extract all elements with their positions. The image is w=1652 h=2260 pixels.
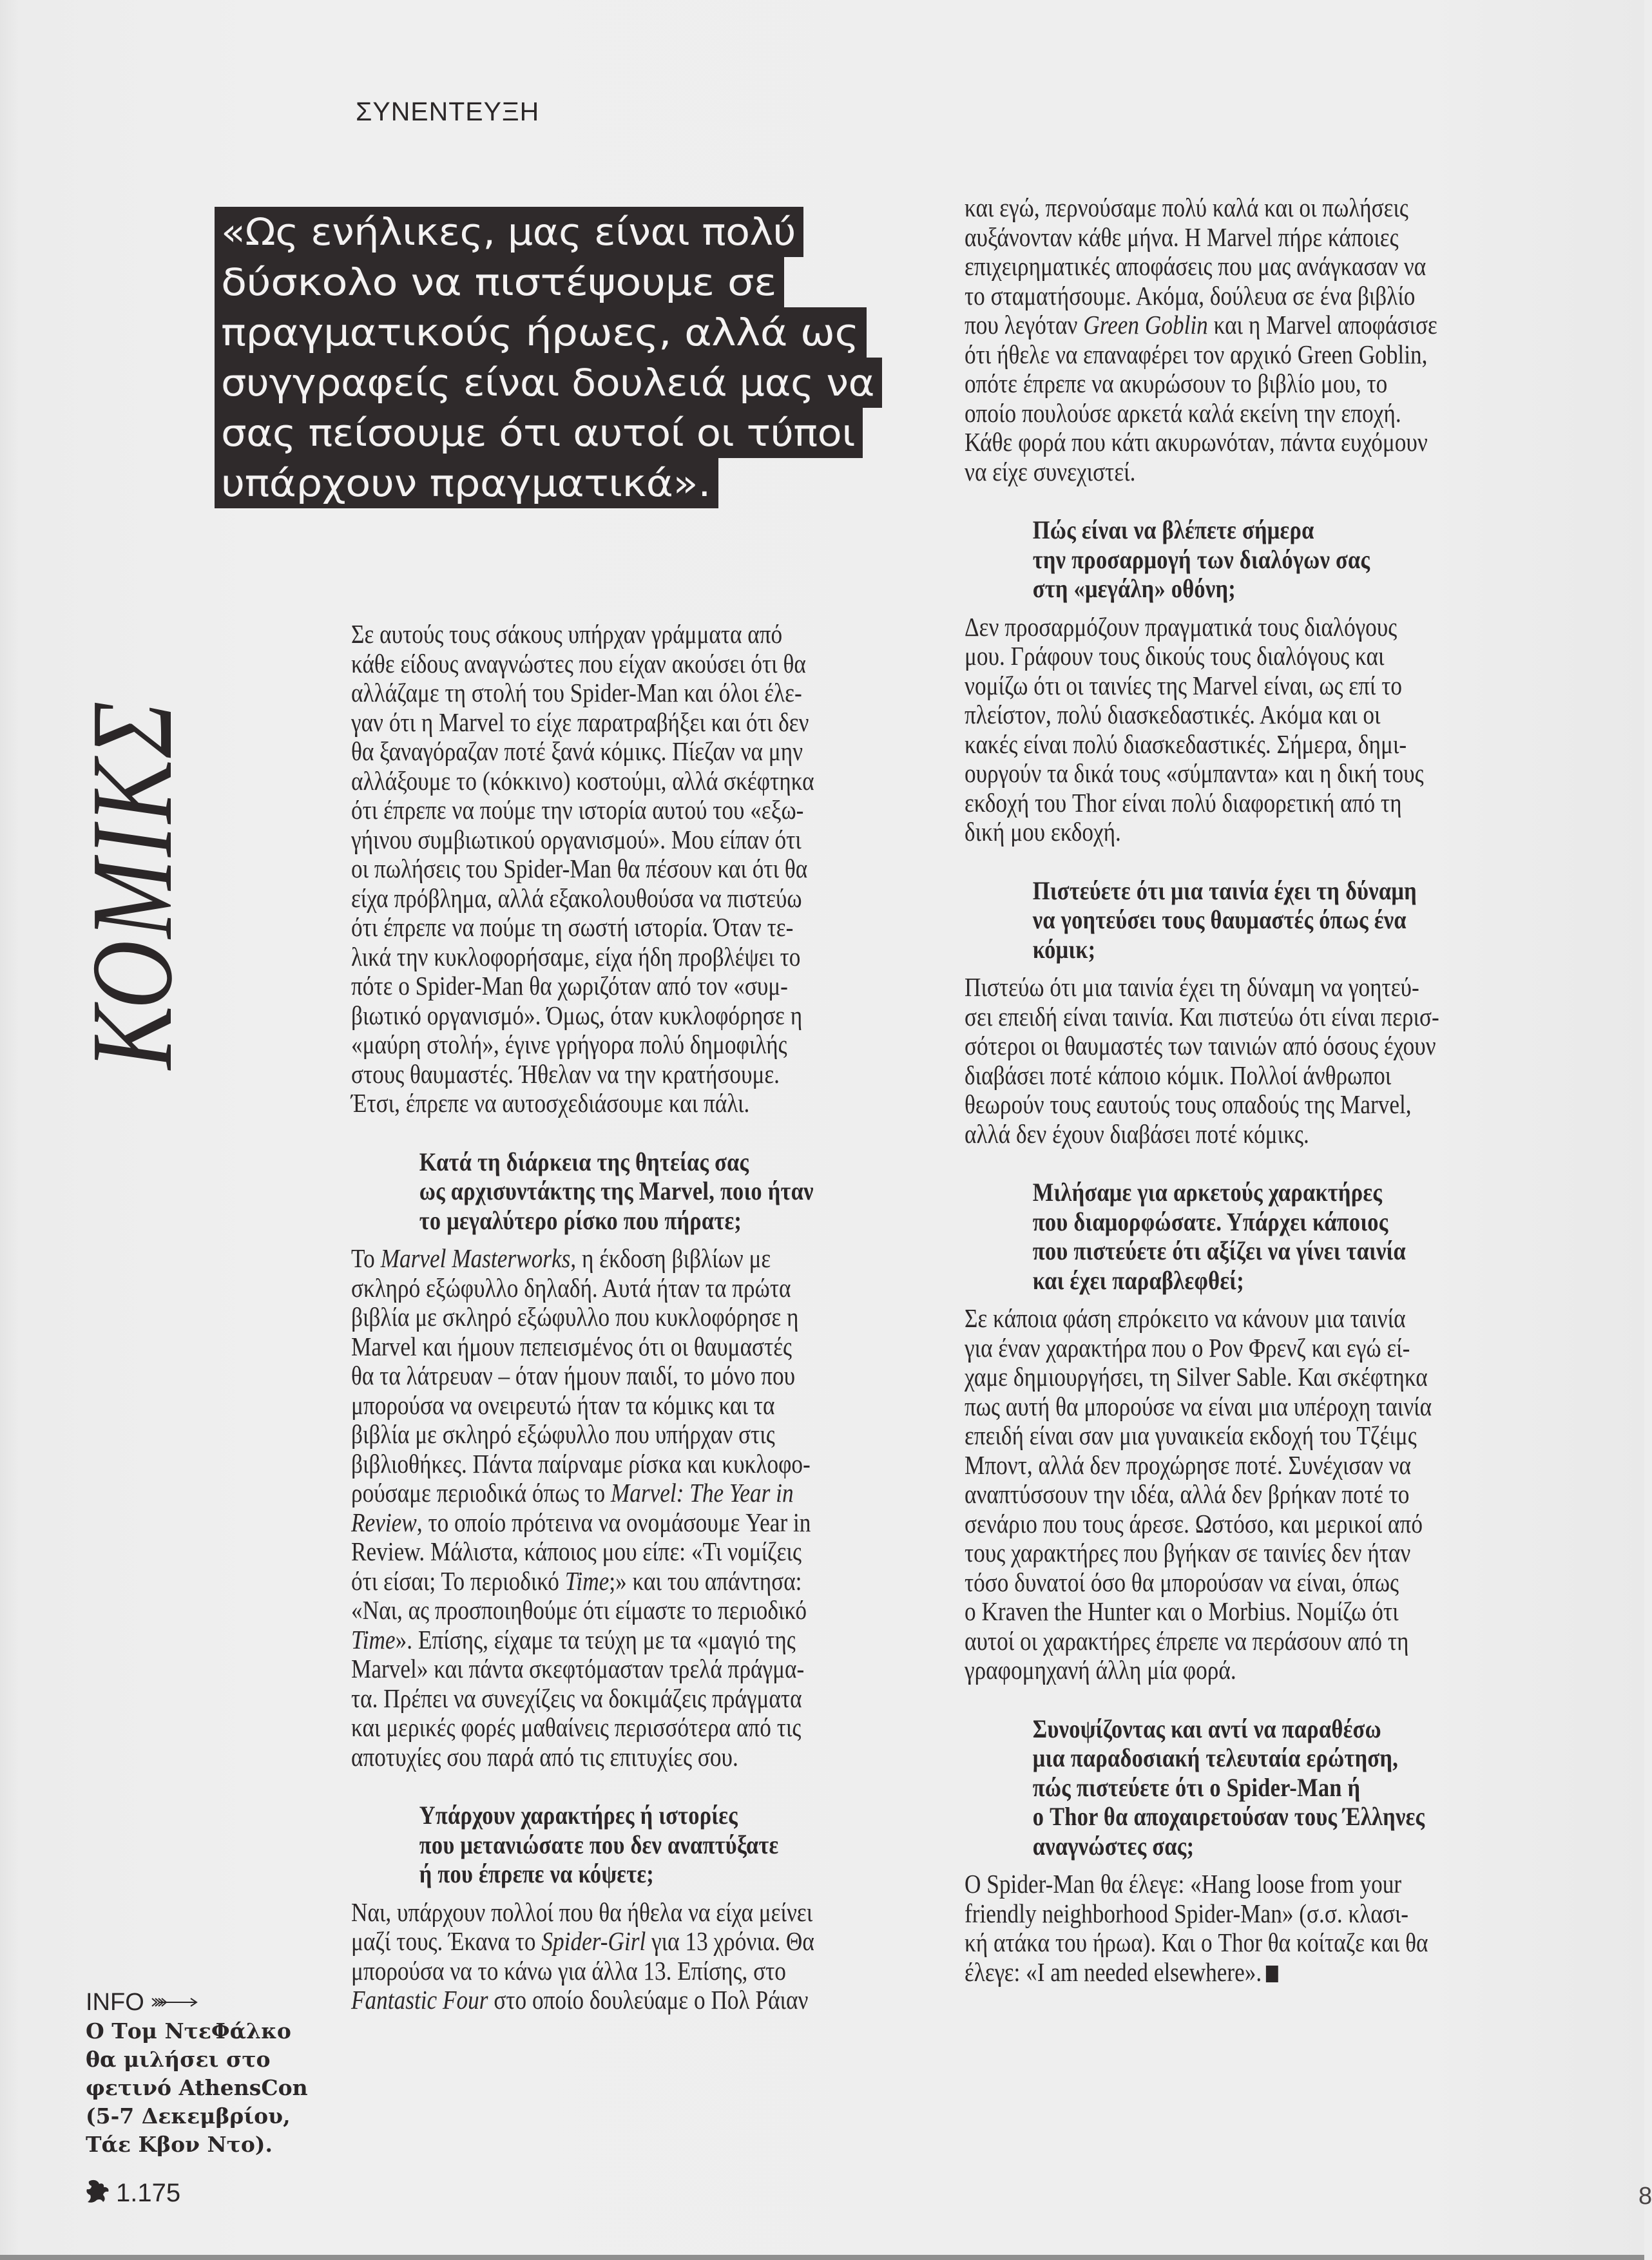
text-line: ουργούν τα δικά τους «σύμπαντα» και η δική τους [965,758,1424,788]
pull-quote-line [215,307,867,358]
text-run: μαζί τους. Έκανα το [351,1926,542,1956]
text-line: θεωρούν τους εαυτούς τους οπαδούς της Marvel, [965,1089,1412,1119]
text-run: έλεγε: «I am needed elsewhere». [965,1957,1262,1987]
text-run: για 13 χρόνια. Θα [646,1926,814,1956]
text-line: ότι ήθελε να επαναφέρει τον αρχικό Green Goblin, [965,339,1428,369]
info-box [86,1987,308,2159]
text-line [351,1508,839,1538]
interview-question [351,1147,918,1236]
adjacent-page-number: 8 [1638,2183,1652,2210]
text-line: friendly neighborhood Spider-Man» (σ.σ. κλασι- [965,1898,1409,1928]
answer-paragraph [965,613,1551,847]
text-line: αυξάνονταν κάθε μήνα. Η Marvel πήρε κάποιες [965,222,1399,252]
spacer [965,1861,1551,1870]
italic-title: Marvel Masterworks [380,1243,571,1273]
text-line: σκληρό εξώφυλλο δηλαδή. Αυτά ήταν τα πρώτα [351,1272,791,1303]
interview-question [965,515,1551,604]
spacer [965,964,1551,973]
question-line: μια παραδοσιακή τελευταία ερώτηση, [1032,1743,1399,1772]
text-line: βιβλία με σκληρό εξώφυλλο που κυκλοφόρησε η [351,1302,799,1332]
text-line [351,1479,839,1508]
question-line: την προσαρμογή των διαλόγων σας [1032,544,1370,574]
question-line: Πώς είναι να βλέπετε σήμερα [1032,515,1314,544]
text-run: ότι είσαι; Το περιοδικό [351,1566,565,1596]
text-line: κάθε είδους αναγνώστες που είχαν ακούσει ότι θα [351,648,806,678]
text-line: Σε κάποια φάση επρόκειτο να κάνουν μια ταινία [965,1303,1406,1333]
text-run: , το οποίο πρότεινα να ονομάσουμε Year in [416,1507,811,1537]
text-line: Κάθε φορά που κάτι ακυρωνόταν, πάντα ευχόμουν [965,427,1428,457]
text-line: αλλάξουμε το (κόκκινο) κοστούμι, αλλά σκέφτηκα [351,765,814,796]
text-line: οποίο πουλούσε αρκετά καλά εκείνη την εποχή. [965,397,1401,428]
spacer [965,1149,1551,1178]
text-line: ότι έπρεπε να πούμε τη σωστή ιστορία. Όταν τε- [351,912,794,942]
text-line: Δεν προσαρμόζουν πραγματικά τους διαλόγους [965,611,1397,642]
spacer [965,604,1551,613]
pull-quote-text: «Ως ενήλικες, μας είναι πολύ [221,210,796,254]
question-line: αναγνώστες σας; [1032,1831,1195,1861]
text-line: δική μου εκδοχή. [965,817,1121,847]
text-line: Μποντ, αλλά δεν προχώρησε ποτέ. Συνέχισαν να [965,1450,1411,1480]
text-line [965,1958,1469,1987]
text-line: σότεροι οι θαυμαστές των ταινιών από όσους έχουν [965,1031,1436,1060]
pull-quote-text: συγγραφείς είναι δουλειά μας να [221,361,874,405]
text-line: Σε αυτούς τους σάκους υπήρχαν γράμματα από [351,619,783,649]
spacer [351,1889,918,1898]
text-line: μπορούσα να ονειρευτώ ήταν τα κόμικς και τα [351,1390,775,1420]
text-line: Ναι, υπάρχουν πολλοί που θα ήθελα να είχα μείνει [351,1897,813,1927]
question-line: Υπάρχουν χαρακτήρες ή ιστορίες [419,1801,738,1830]
answer-paragraph [965,193,1551,486]
text-run: ρούσαμε περιοδικά όπως το [351,1478,611,1508]
question-line: Συνοψίζοντας και αντί να παραθέσω [1032,1714,1381,1743]
text-line: επειδή είναι σαν μια γυναικεία εκδοχή του Τζέιμς [965,1421,1417,1450]
question-line: να γοητεύσει τους θαυμαστές όπως ένα [1032,905,1407,934]
text-line: τους χαρακτήρες που βγήκαν σε ταινίες δεν ήταν [965,1538,1411,1567]
info-text-line: Τάε Κβον Ντο). [86,2132,273,2157]
interview-question [965,1178,1551,1295]
text-line: σενάριο που τους άρεσε. Ωστόσο, και μερικοί από [965,1508,1423,1538]
pull-quote-line [215,257,784,307]
answer-paragraph [965,973,1551,1149]
pull-quote-line [215,207,803,257]
text-line: οι πωλήσεις του Spider-Man θα πέσουν και ότι θα [351,854,808,883]
section-label: ΣΥΝΕΝΤΕΥΞΗ [356,97,540,126]
text-line: κή ατάκα του ήρωα). Και ο Thor θα κοίταζε και θα [965,1928,1428,1957]
info-text-line: (5-7 Δεκεμβρίου, [86,2103,291,2129]
info-text-line: φετινό AthensCon [86,2075,308,2100]
text-line: πλείστον, πολύ διασκεδαστικές. Ακόμα και οι [965,700,1381,729]
text-line: βιωτικό οργανισμό». Όμως, όταν κυκλοφόρησε η [351,1000,803,1030]
pull-quote-text: πραγματικούς ήρωες, αλλά ως [221,311,859,354]
text-run: Το [351,1243,381,1273]
text-line: Έτσι, έπρεπε να αυτοσχεδιάσουμε και πάλι. [351,1088,750,1118]
text-line: «μαύρη στολή», έγινε γρήγορα πολύ δημοφιλής [351,1029,787,1059]
text-line: Πιστεύω ότι μια ταινία έχει τη δύναμη να γοητεύ- [965,972,1419,1002]
spacer [965,847,1551,876]
text-line [965,311,1469,340]
text-run: που λεγόταν [965,310,1084,340]
text-line: αλλάζαμε τη στολή του Spider-Man και όλοι έλε- [351,678,802,707]
italic-title: Marvel: The Year in [610,1478,794,1508]
text-line [351,1986,839,2015]
text-line: Marvel» και πάντα σκεφτόμασταν τρελά πράγμα- [351,1654,805,1683]
info-label-row [86,1987,308,2017]
spacer [351,1772,918,1801]
text-run: , η έκδοση βιβλίων με [570,1243,771,1273]
info-text-line: Ο Τομ ΝτεΦάλκο [86,2018,291,2044]
answer-paragraph [965,1870,1551,1987]
text-line: θα ξαναγόραζαν ποτέ ξανά κόμικς. Πίεζαν να μην [351,736,803,766]
arrow-right-icon [151,1996,198,2009]
text-line: οπότε έπρεπε να ακυρώσουν το βιβλίο μου, το [965,369,1388,398]
text-line [351,1567,839,1596]
griffin-logo-icon [84,2178,112,2206]
italic-title: Time [351,1624,396,1654]
italic-title: Spider-Girl [541,1926,646,1956]
question-line: ή που έπρεπε να κόψετε; [419,1859,655,1888]
text-line: αλλά δεν έχουν διαβάσει ποτέ κόμικς. [965,1118,1309,1149]
text-line: λικά την κυκλοφορήσαμε, είχα ήδη προβλέψει το [351,941,801,972]
text-line: επιχειρηματικές αποφάσεις που μας ανάγκασαν να [965,251,1426,281]
text-line: ότι έπρεπε να πούμε την ιστορία αυτού του «εξω- [351,795,804,825]
text-line: γήινου συμβιωτικού οργανισμού». Μου είπαν ότι [351,824,802,854]
question-line: που διαμορφώσατε. Υπάρχει κάποιος [1032,1207,1388,1236]
question-line: κόμικ; [1032,934,1096,964]
question-line: Μιλήσαμε για αρκετούς χαρακτήρες [1032,1178,1383,1207]
italic-title: Review [351,1507,417,1537]
question-line: που μετανιώσατε που δεν αναπτύξατε [419,1830,779,1859]
question-line: ως αρχισυντάκτης της Marvel, ποιο ήταν [419,1176,814,1205]
spacer [965,1295,1551,1304]
text-line [351,1244,839,1274]
spacer [965,486,1551,515]
info-label: INFO [86,1988,144,2016]
text-run: στο οποίο δουλεύαμε ο Πολ Ράιαν [488,1985,809,2015]
question-line: το μεγαλύτερο ρίσκο που πήρατε; [419,1205,742,1235]
text-line: αποτυχίες σου παρά από τις επιτυχίες σου. [351,1741,738,1772]
text-line: θα τα λάτρευαν – όταν ήμουν παιδί, το μόνο που [351,1361,796,1390]
interview-question [965,1714,1551,1861]
text-run: ;» και του απάντησα: [609,1566,802,1596]
italic-title: Green Goblin [1083,310,1208,340]
text-run: ». Επίσης, είχαμε τα τεύχη με τα «μαγιό της [395,1624,796,1654]
text-line: βιβλία με σκληρό εξώφυλλο που υπήρχαν στις [351,1419,775,1449]
text-line: ο Kraven the Hunter και ο Morbius. Νομίζω ότι [965,1596,1399,1626]
text-line: γαν ότι η Marvel το είχε παρατραβήξει και ότι δεν [351,707,809,737]
article-column-right [965,193,1551,1987]
text-line [351,1927,839,1957]
pull-quote-line [215,358,882,408]
text-line: και μερικές φορές μαθαίνεις περισσότερα από τις [351,1712,802,1742]
italic-title: Fantastic Four [351,1985,488,2015]
text-line: κακές είναι πολύ διασκεδαστικές. Σήμερα, δημι- [965,729,1407,759]
page-edge-shadow [0,2255,1644,2260]
spacer [351,1235,918,1244]
text-line: είχα πρόβλημα, αλλά εξακολουθούσα να πιστεύω [351,883,802,913]
text-line: τόσο δυνατοί όσο θα μπορούσαν να είναι, όπως [965,1567,1399,1597]
interview-question [965,876,1551,964]
pull-quote-line [215,408,863,458]
vertical-section-title: ΚΟΜΙΚΣ [68,699,196,1069]
text-line: το σταματήσουμε. Ακόμα, δούλευα σε ένα βιβλίο [965,280,1416,311]
text-line: και εγώ, περνούσαμε πολύ καλά και οι πωλήσεις [965,193,1408,222]
text-line [351,1625,839,1655]
answer-paragraph [965,1304,1551,1685]
text-line: για έναν χαρακτήρα που ο Ρον Φρενζ και εγώ εί- [965,1332,1410,1363]
question-line: ο Thor θα αποχαιρετούσαν τους Έλληνες [1032,1802,1425,1831]
text-line: εκδοχή του Thor είναι πολύ διαφορετική από τη [965,787,1402,818]
text-line: στους θαυμαστές. Ήθελαν να την κρατήσουμε. [351,1058,780,1089]
text-line: χαμε δημιουργήσει, τη Silver Sable. Και σκέφτηκα [965,1362,1428,1392]
question-line: στη «μεγάλη» οθόνη; [1032,574,1236,603]
answer-paragraph [351,620,918,1118]
text-line: μπορούσα να το κάνω για άλλα 13. Επίσης, στο [351,1955,786,1986]
text-line: βιβλιοθήκες. Πάντα παίρναμε ρίσκα και κυκλοφο- [351,1448,811,1479]
question-line: και έχει παραβλεφθεί; [1032,1265,1244,1295]
text-line: τα. Πρέπει να συνεχίζεις να δοκιμάζεις πράγματα [351,1683,802,1713]
answer-paragraph [351,1244,918,1772]
text-line: σει επειδή είναι ταινία. Και πιστεύω ότι είναι περισ- [965,1001,1439,1031]
page-footer [84,2178,180,2206]
pull-quote-text: δύσκολο να πιστέψουμε σε [221,260,776,304]
text-line: «Ναι, ας προσποιηθούμε ότι είμαστε το περιοδικό [351,1595,807,1625]
info-text-line: θα μιλήσει στο [86,2047,271,2072]
pull-quote-text: υπάρχουν πραγματικά». [221,461,711,505]
article-column-left [351,620,918,2015]
text-line: Ο Spider-Man θα έλεγε: «Hang loose from your [965,1869,1402,1899]
question-line: Πιστεύετε ότι μια ταινία έχει τη δύναμη [1032,876,1417,905]
spacer [351,1118,918,1147]
question-line: Κατά τη διάρκεια της θητείας σας [419,1147,749,1176]
spacer [965,1685,1551,1714]
text-line: Review. Μάλιστα, κάποιος μου είπε: «Τι νομίζεις [351,1537,802,1566]
text-line: νομίζω ότι οι ταινίες της Marvel είναι, ως επί το [965,670,1403,700]
text-run: και η Marvel αποφάσισε [1207,310,1437,340]
question-line: που πιστεύετε ότι αξίζει να γίνει ταινία [1032,1236,1407,1265]
pull-quote-text: σας πείσουμε ότι αυτοί οι τύποι [221,411,855,455]
interview-question [351,1801,918,1889]
text-line: Marvel και ήμουν πεπεισμένος ότι οι θαυμαστές [351,1331,792,1361]
text-line: αναπτύσσουν την ιδέα, αλλά δεν βρήκαν ποτέ το [965,1479,1410,1509]
italic-title: Time [564,1566,610,1596]
question-line: πώς πιστεύετε ότι ο Spider-Man ή [1032,1772,1361,1802]
pull-quote-line [215,458,718,508]
text-line: μου. Γράφουν τους δικούς τους διαλόγους και [965,641,1385,671]
answer-paragraph [351,1898,918,2015]
page-number: 1.175 [116,2179,181,2207]
text-line: γραφομηχανή άλλη μία φορά. [965,1655,1236,1685]
end-of-article-square-icon [1266,1966,1278,1982]
text-line: πως αυτή θα μπορούσε να είναι μια υπέροχη ταινία [965,1391,1432,1421]
text-line: διαβάσει ποτέ κάποιο κόμικ. Πολλοί άνθρωποι [965,1060,1392,1090]
text-line: να είχε συνεχιστεί. [965,456,1136,486]
pull-quote [215,207,882,508]
text-line: αυτοί οι χαρακτήρες έπρεπε να περάσουν από τη [965,1625,1409,1656]
text-line: πότε ο Spider-Man θα χωριζόταν από τον «συμ- [351,971,788,1001]
